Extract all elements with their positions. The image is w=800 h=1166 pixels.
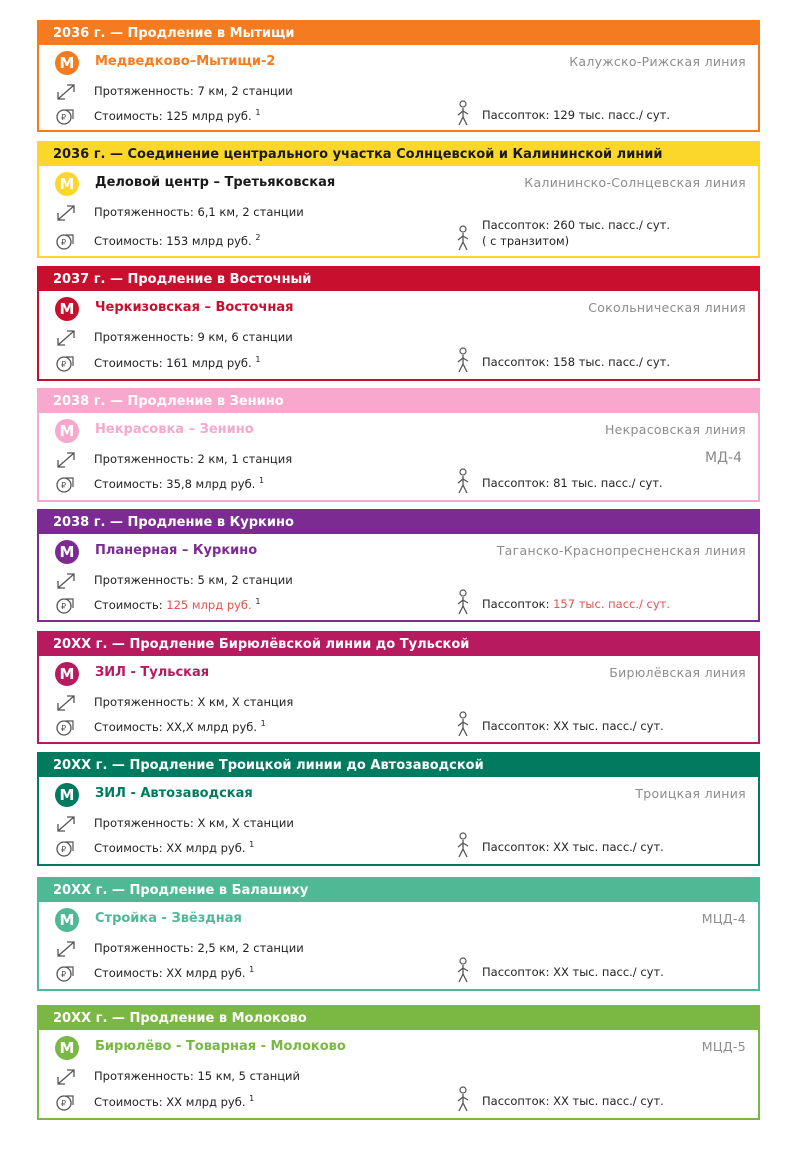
cost-stat: Стоимость: ХХ млрд руб. $^1$: [94, 965, 255, 980]
metro-logo-icon: M: [55, 662, 79, 686]
passenger-flow-stat: Пассопток: 81 тыс. пасс./ сут.: [482, 476, 663, 490]
length-stat: Протяженность: 2,5 км, 2 станции: [94, 941, 304, 955]
svg-text:₽: ₽: [61, 1099, 67, 1108]
cost-coins-icon: [55, 963, 77, 983]
metro-logo-icon: M: [55, 172, 79, 196]
passenger-flow-stat: Пассопток: 158 тыс. пасс./ сут.: [482, 355, 671, 369]
route-name: Черкизовская – Восточная: [95, 300, 294, 315]
length-arrows-icon: [55, 1067, 77, 1087]
length-arrows-icon: [55, 814, 77, 834]
cost-stat: Стоимость: ХХ,Х млрд руб. $^1$: [94, 719, 266, 734]
cost-stat: Стоимость: 161 млрд руб. $^1$: [94, 355, 261, 370]
line-name: Калининско-Солнцевская линия: [524, 175, 746, 190]
project-card-kurkino: [37, 509, 760, 622]
cost-coins-icon: [55, 106, 77, 126]
length-stat: Протяженность: Х км, Х станции: [94, 816, 294, 830]
route-name: Некрасовка – Зенино: [95, 422, 254, 437]
project-card-balashikha: [37, 877, 760, 991]
cost-coins-icon: [55, 474, 77, 494]
passenger-flow-stat: Пассопток: ХХ тыс. пасс./ сут.: [482, 719, 664, 733]
passenger-flow-stat: Пассопток: ХХ тыс. пасс./ сут.: [482, 840, 664, 854]
cost-stat: Стоимость: 125 млрд руб. $^1$: [94, 597, 261, 612]
svg-text:₽: ₽: [61, 113, 67, 122]
route-name: ЗИЛ - Автозаводская: [95, 786, 253, 801]
card-header: 20ХХ г. — Продление в Молоково: [39, 1007, 758, 1030]
passenger-icon: [454, 957, 472, 983]
metro-logo-icon: M: [55, 51, 79, 75]
svg-text:₽: ₽: [61, 481, 67, 490]
svg-text:₽: ₽: [61, 970, 67, 979]
length-stat: Протяженность: Х км, Х станция: [94, 695, 294, 709]
line-name: Троицкая линия: [635, 786, 746, 801]
svg-text:₽: ₽: [61, 360, 67, 369]
md-label: МД-4: [705, 450, 742, 466]
card-header: 2038 г. — Продление в Зенино: [39, 390, 758, 413]
cost-stat: Стоимость: 35,8 млрд руб. $^1$: [94, 476, 265, 491]
route-name: ЗИЛ - Тульская: [95, 665, 210, 680]
line-name: Некрасовская линия: [604, 422, 746, 437]
cost-coins-icon: [55, 717, 77, 737]
svg-text:₽: ₽: [61, 602, 67, 611]
route-name: Планерная – Куркино: [95, 543, 258, 558]
route-name: Медведково–Мытищи-2: [95, 54, 276, 69]
length-stat: Протяженность: 5 км, 2 станции: [94, 573, 293, 587]
length-stat: Протяженность: 15 км, 5 станций: [94, 1069, 301, 1083]
passenger-icon: [454, 468, 472, 494]
metro-logo-icon: M: [55, 297, 79, 321]
length-stat: Протяженность: 6,1 км, 2 станции: [94, 205, 304, 219]
cost-coins-icon: [55, 231, 77, 251]
passenger-flow-stat: Пассопток: ХХ тыс. пасс./ сут.: [482, 1094, 664, 1108]
length-arrows-icon: [55, 328, 77, 348]
svg-text:₽: ₽: [61, 724, 67, 733]
passenger-icon: [454, 347, 472, 373]
line-name: Сокольническая линия: [588, 300, 746, 315]
passenger-icon: [454, 711, 472, 737]
passenger-flow-stat: Пассопток: ХХ тыс. пасс./ сут.: [482, 965, 664, 979]
line-name: Калужско-Рижская линия: [569, 54, 746, 69]
line-name: МЦД-4: [701, 911, 746, 926]
cost-stat: Стоимость: 125 млрд руб. $^1$: [94, 108, 261, 123]
line-name: Бирюлёвская линия: [609, 665, 746, 680]
metro-logo-icon: M: [55, 783, 79, 807]
svg-text:₽: ₽: [61, 845, 67, 854]
length-arrows-icon: [55, 571, 77, 591]
card-header: 20ХХ г. — Продление Троицкой линии до Автозаводской: [39, 754, 758, 777]
metro-logo-icon: M: [55, 540, 79, 564]
card-header: 20ХХ г. — Продление Бирюлёвской линии до Тульской: [39, 633, 758, 656]
length-stat: Протяженность: 7 км, 2 станции: [94, 84, 293, 98]
length-arrows-icon: [55, 203, 77, 223]
passenger-icon: [454, 1086, 472, 1112]
line-name: МЦД-5: [701, 1039, 746, 1054]
passenger-flow-stat: Пассопток: 129 тыс. пасс./ сут.: [482, 108, 671, 122]
card-header: 20ХХ г. — Продление в Балашиху: [39, 879, 758, 902]
metro-logo-icon: M: [55, 908, 79, 932]
project-card-mytishchi: [37, 20, 760, 132]
card-header: 2038 г. — Продление в Куркино: [39, 511, 758, 534]
card-header: 2036 г. — Продление в Мытищи: [39, 22, 758, 45]
length-stat: Протяженность: 2 км, 1 станция: [94, 452, 293, 466]
length-arrows-icon: [55, 450, 77, 470]
svg-text:₽: ₽: [61, 238, 67, 247]
passenger-flow-stat: Пассопток: 157 тыс. пасс./ сут.: [482, 597, 671, 611]
route-name: Деловой центр – Третьяковская: [95, 175, 336, 190]
passenger-icon: [454, 100, 472, 126]
project-card-biryulyovskaya-tulskaya: [37, 631, 760, 744]
metro-logo-icon: M: [55, 1036, 79, 1060]
passenger-icon: [454, 589, 472, 615]
cost-stat: Стоимость: ХХ млрд руб. $^1$: [94, 1094, 255, 1109]
cost-coins-icon: [55, 353, 77, 373]
length-arrows-icon: [55, 939, 77, 959]
project-card-zenino: [37, 388, 760, 502]
cost-coins-icon: [55, 1092, 77, 1112]
passenger-icon: [454, 225, 472, 251]
card-header: 2036 г. — Соединение центрального участка Солнцевской и Калининской линий: [39, 143, 758, 166]
line-name: Таганско-Краснопресненская линия: [496, 543, 746, 558]
project-card-solntsevskaya-kalininskaya: [37, 141, 760, 258]
length-stat: Протяженность: 9 км, 6 станции: [94, 330, 293, 344]
metro-logo-icon: M: [55, 419, 79, 443]
project-card-troitskaya-avtozavodskaya: [37, 752, 760, 866]
passenger-flow-stat: Пассопток: 260 тыс. пасс./ сут. ( с транзитом): [482, 218, 671, 248]
passenger-icon: [454, 832, 472, 858]
length-arrows-icon: [55, 693, 77, 713]
route-name: Стройка - Звёздная: [95, 911, 242, 926]
card-header: 2037 г. — Продление в Восточный: [39, 268, 758, 291]
cost-stat: Стоимость: 153 млрд руб. $^2$: [94, 233, 261, 248]
cost-stat: Стоимость: ХХ млрд руб. $^1$: [94, 840, 255, 855]
project-card-molokovo: [37, 1005, 760, 1120]
length-arrows-icon: [55, 82, 77, 102]
route-name: Бирюлёво - Товарная - Молоково: [95, 1039, 346, 1054]
project-card-vostochny: [37, 266, 760, 381]
cost-coins-icon: [55, 838, 77, 858]
cost-coins-icon: [55, 595, 77, 615]
